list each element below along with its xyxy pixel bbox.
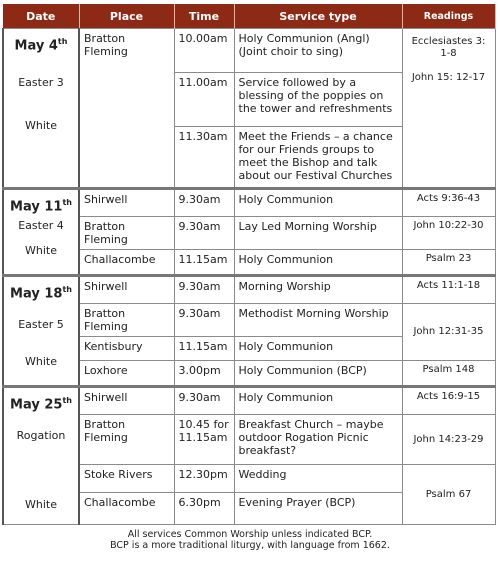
service-cell: Holy Communion bbox=[234, 387, 402, 415]
reading-item: Psalm 148 bbox=[402, 361, 495, 387]
sunday-date: May 25th bbox=[10, 396, 72, 413]
date-cell bbox=[3, 387, 79, 525]
reading-item: John 12:31-35 bbox=[402, 304, 495, 361]
reading-item: Acts 11:1-18 bbox=[402, 276, 495, 304]
sunday-date: May 11th bbox=[10, 198, 72, 215]
date-cell bbox=[3, 29, 79, 189]
reading-item: Ecclesiastes 3: 1-8 bbox=[411, 36, 486, 59]
reading-item: John 15: 12-17 bbox=[411, 72, 486, 83]
header-readings: Readings bbox=[402, 4, 495, 29]
service-cell: Holy Communion bbox=[234, 250, 402, 276]
footnote bbox=[0, 529, 500, 551]
reading-item: John 14:23-29 bbox=[402, 415, 495, 465]
time-cell: 12.30pm bbox=[174, 465, 234, 493]
readings-cell bbox=[402, 29, 495, 189]
liturgical-colour: White bbox=[25, 244, 57, 258]
table-row bbox=[3, 29, 495, 73]
place-cell: Bratton Fleming bbox=[79, 217, 174, 250]
header-place: Place bbox=[79, 4, 174, 29]
reading-item: Psalm 23 bbox=[402, 250, 495, 276]
header-date: Date bbox=[3, 4, 79, 29]
place-cell: Kentisbury bbox=[79, 337, 174, 361]
time-cell: 6.30pm bbox=[174, 493, 234, 525]
time-cell: 11.15am bbox=[174, 337, 234, 361]
service-cell: Meet the Friends – a chance for our Friends groups to meet the Bishop and talk about our Festival Churches bbox=[234, 127, 402, 189]
sunday-date: May 18th bbox=[10, 285, 72, 302]
service-cell: Methodist Morning Worship bbox=[234, 304, 402, 337]
liturgical-colour: White bbox=[25, 498, 57, 512]
place-cell: Shirwell bbox=[79, 189, 174, 217]
liturgical-colour: White bbox=[25, 355, 57, 369]
liturgical-sunday: Easter 5 bbox=[18, 318, 64, 332]
place-cell: Stoke Rivers bbox=[79, 465, 174, 493]
place-cell: Loxhore bbox=[79, 361, 174, 387]
time-cell: 9.30am bbox=[174, 217, 234, 250]
footnote-line: BCP is a more traditional liturgy, with language from 1662. bbox=[110, 540, 390, 551]
table-row bbox=[3, 276, 495, 304]
time-cell: 11.00am bbox=[174, 73, 234, 127]
footnote-line: All services Common Worship unless indicated BCP. bbox=[127, 529, 373, 540]
service-cell: Lay Led Morning Worship bbox=[234, 217, 402, 250]
date-cell bbox=[3, 276, 79, 387]
place-cell: Shirwell bbox=[79, 276, 174, 304]
service-cell: Evening Prayer (BCP) bbox=[234, 493, 402, 525]
header-row bbox=[3, 4, 495, 29]
place-cell: Bratton Fleming bbox=[79, 29, 174, 189]
reading-item: Acts 9:36-43 bbox=[402, 189, 495, 217]
table-row bbox=[3, 387, 495, 415]
time-cell: 10.45 for 11.15am bbox=[174, 415, 234, 465]
time-cell: 9.30am bbox=[174, 276, 234, 304]
sunday-date: May 4th bbox=[14, 37, 68, 54]
service-cell: Morning Worship bbox=[234, 276, 402, 304]
time-cell: 3.00pm bbox=[174, 361, 234, 387]
place-cell: Bratton Fleming bbox=[79, 415, 174, 465]
time-cell: 9.30am bbox=[174, 189, 234, 217]
date-cell bbox=[3, 189, 79, 276]
reading-item: John 10:22-30 bbox=[402, 217, 495, 250]
service-cell: Holy Communion (BCP) bbox=[234, 361, 402, 387]
service-cell: Breakfast Church – maybe outdoor Rogation Picnic breakfast? bbox=[234, 415, 402, 465]
table-row bbox=[3, 189, 495, 217]
time-cell: 10.00am bbox=[174, 29, 234, 73]
header-time: Time bbox=[174, 4, 234, 29]
liturgical-sunday: Easter 3 bbox=[18, 76, 64, 90]
reading-item: Acts 16:9-15 bbox=[402, 387, 495, 415]
service-cell: Holy Communion (Angl) (Joint choir to sing) bbox=[234, 29, 402, 73]
time-cell: 9.30am bbox=[174, 304, 234, 337]
liturgical-colour: White bbox=[25, 119, 57, 133]
reading-item: Psalm 67 bbox=[402, 465, 495, 525]
service-cell: Service followed by a blessing of the poppies on the tower and refreshments bbox=[234, 73, 402, 127]
time-cell: 11.15am bbox=[174, 250, 234, 276]
place-cell: Shirwell bbox=[79, 387, 174, 415]
liturgical-sunday: Easter 4 bbox=[18, 219, 64, 233]
time-cell: 11.30am bbox=[174, 127, 234, 189]
time-cell: 9.30am bbox=[174, 387, 234, 415]
place-cell: Challacombe bbox=[79, 493, 174, 525]
place-cell: Bratton Fleming bbox=[79, 304, 174, 337]
liturgical-sunday: Rogation bbox=[16, 429, 66, 443]
service-schedule-table bbox=[2, 4, 496, 525]
service-cell: Holy Communion bbox=[234, 189, 402, 217]
header-service: Service type bbox=[234, 4, 402, 29]
place-cell: Challacombe bbox=[79, 250, 174, 276]
service-cell: Holy Communion bbox=[234, 337, 402, 361]
service-cell: Wedding bbox=[234, 465, 402, 493]
